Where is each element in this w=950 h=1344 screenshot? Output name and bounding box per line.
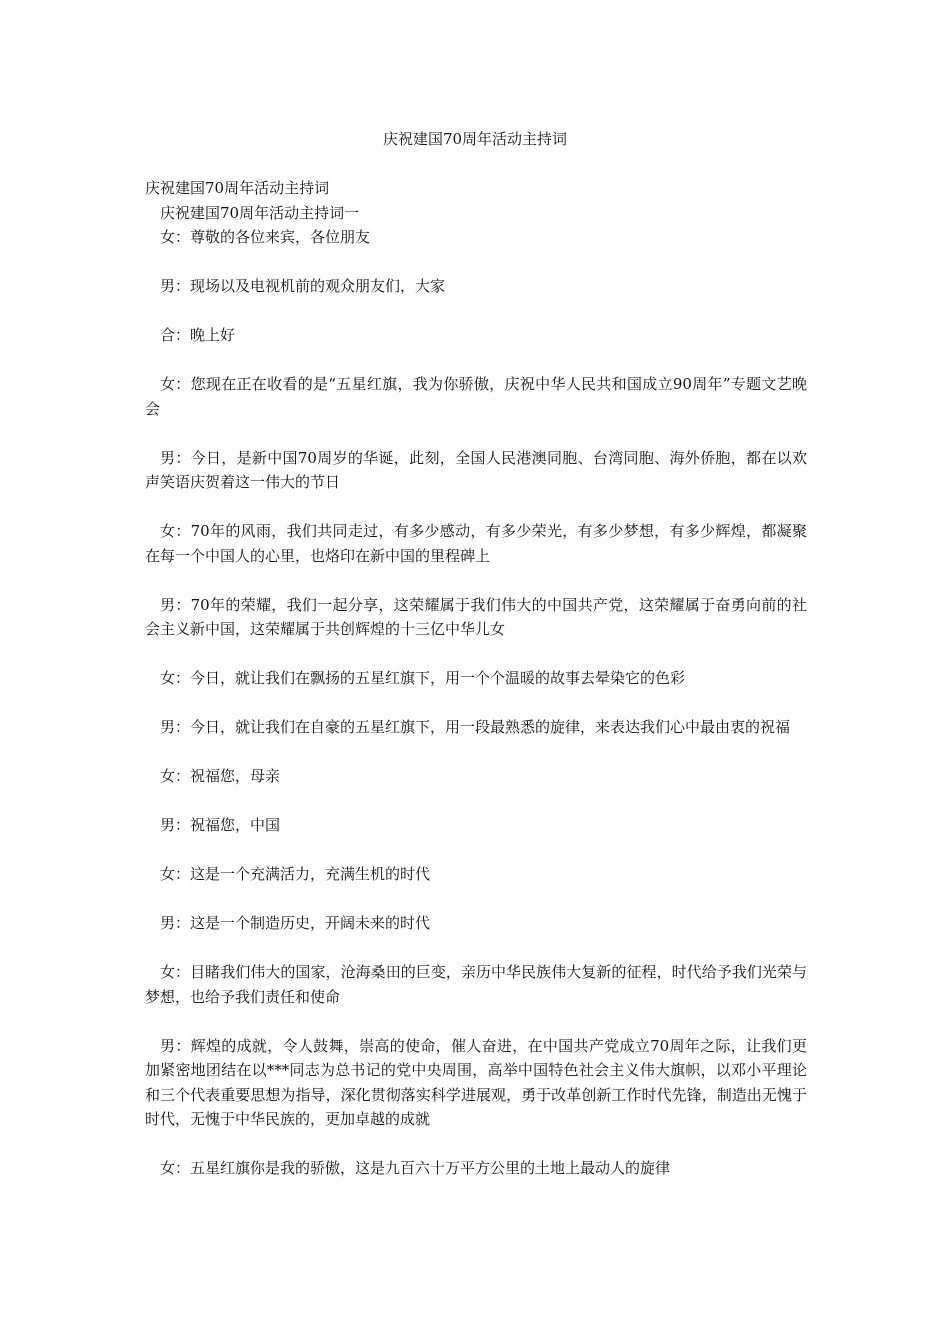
- paragraph: 男：辉煌的成就，令人鼓舞，崇高的使命，催人奋进，在中国共产党成立70周年之际，让我们更加紧密地团结在以***同志为总书记的党中央周围，高举中国特色社会主义伟大旗帜，以邓小平理论和三个代表重要思想为指导，深化贯彻落实科学进展观，勇于改革创新工作时代先锋，制造出无愧于时代，无愧于中华民族的，更加卓越的成就: [145, 1036, 807, 1128]
- paragraph: 合：晚上好: [160, 326, 236, 344]
- document-heading: 庆祝建国70周年活动主持词: [145, 179, 330, 197]
- paragraph: 女：五星红旗你是我的骄傲，这是九百六十万平方公里的土地上最动人的旋律: [160, 1159, 671, 1177]
- paragraph: 男：今日，就让我们在自豪的五星红旗下，用一段最熟悉的旋律，来表达我们心中最由衷的祝福: [160, 718, 791, 736]
- paragraph: 女：尊敬的各位来宾，各位朋友: [160, 228, 371, 246]
- paragraph: 男：70年的荣耀，我们一起分享，这荣耀属于我们伟大的中国共产党，这荣耀属于奋勇向前的社会主义新中国，这荣耀属于共创辉煌的十三亿中华儿女: [145, 595, 807, 638]
- paragraph: 男：祝福您，中国: [160, 816, 281, 834]
- paragraph: 女：祝福您，母亲: [160, 767, 281, 785]
- paragraph: 男：今日，是新中国70周岁的华诞，此刻，全国人民港澳同胞、台湾同胞、海外侨胞，都在以欢声笑语庆贺着这一伟大的节日: [145, 448, 807, 491]
- paragraph: 男：这是一个制造历史，开阔未来的时代: [160, 914, 431, 932]
- paragraph: 女：目睹我们伟大的国家，沧海桑田的巨变，亲历中华民族伟大复新的征程，时代给予我们光荣与梦想，也给予我们责任和使命: [145, 963, 807, 1006]
- document-body: [145, 176, 807, 1181]
- paragraph: 女：您现在正在收看的是“五星红旗，我为你骄傲，庆祝中华人民共和国成立90周年”专题文艺晚会: [145, 375, 807, 418]
- document-subheading: 庆祝建国70周年活动主持词一: [160, 203, 360, 222]
- paragraph: 女：这是一个充满活力，充满生机的时代: [160, 865, 431, 883]
- paragraph: 女：今日，就让我们在飘扬的五星红旗下，用一个个温暖的故事去晕染它的色彩: [160, 669, 686, 687]
- document-title: 庆祝建国70周年活动主持词: [382, 130, 568, 148]
- paragraph: 女：70年的风雨，我们共同走过，有多少感动，有多少荣光，有多少梦想，有多少辉煌，都凝聚在每一个中国人的心里，也烙印在新中国的里程碑上: [145, 522, 807, 565]
- paragraph: 男：现场以及电视机前的观众朋友们，大家: [160, 277, 446, 295]
